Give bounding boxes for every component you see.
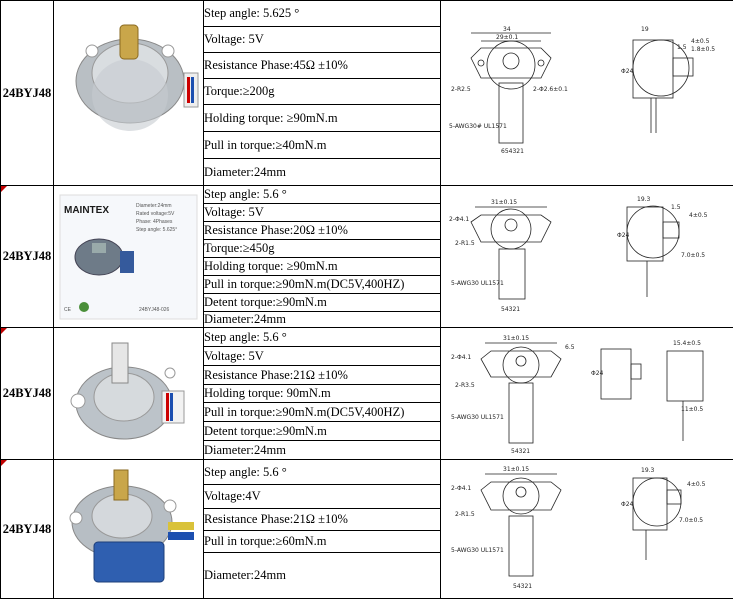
dim-radius: 2-R1.5 [455,511,475,518]
spec-voltage: Voltage:4V [204,485,441,508]
dim-hole-dia: 2-Φ4.1 [451,485,471,492]
dim-shaft: 4±0.5 [691,38,710,45]
spec-diameter: Diameter:24mm [204,553,441,599]
spec-voltage: Voltage: 5V [204,27,441,53]
spec-diameter: Diameter:24mm [204,312,441,328]
dim-radius: 2-R1.5 [455,240,475,247]
drawing-3 [441,328,733,460]
spec-detent-torque: Detent torque:≥90mN.m [204,294,441,312]
model-label: 24BYJ48 [3,522,52,536]
dim-offset: 6.5 [565,344,575,351]
dim-hole-dia: 2-Φ4.1 [451,354,471,361]
spec-voltage: Voltage: 5V [204,347,441,366]
model-cell [1,328,54,460]
drawing-4 [441,460,733,599]
spec-resistance: Resistance Phase:45Ω ±10% [204,53,441,79]
dim-length: 7.0±0.5 [681,252,705,259]
dim-wire: 5-AWG30 UL1571 [451,414,504,421]
dim-hole-spacing: 31±0.15 [503,466,529,473]
dim-pins: 54321 [513,583,532,590]
spec-pull-in-torque: Pull in torque:≥60mN.m [204,531,441,553]
photo-line: Step angle: 5.625° [136,227,177,233]
dim-shaft: 15.4±0.5 [673,340,701,347]
technical-drawing-4 [441,460,733,598]
dim-flange-tol: 1.8±0.5 [691,46,715,53]
spec-step-angle: Step angle: 5.6 ° [204,460,441,485]
spec-resistance: Resistance Phase:21Ω ±10% [204,366,441,385]
dim-pins: 654321 [501,148,524,155]
model-cell [1,460,54,599]
dim-wire: 5-AWG30 UL1571 [451,280,504,287]
spec-pull-in-torque: Pull in torque:≥90mN.m(DC5V,400HZ) [204,276,441,294]
technical-drawing-3 [441,329,733,459]
spec-step-angle: Step angle: 5.625 ° [204,1,441,27]
spec-voltage: Voltage: 5V [204,204,441,222]
dim-pins: 54321 [511,448,530,455]
dim-hole-dia: 2-Φ4.1 [449,216,469,223]
technical-drawing-2 [441,187,733,327]
spec-holding-torque: Holding torque: 90mN.m [204,385,441,403]
model-cell [1,1,54,186]
motor-photo-4 [54,460,204,599]
dim-hole-spacing: 29±0.1 [496,34,518,41]
dim-depth: 19.3 [637,196,651,203]
dim-wire: 5-AWG30# UL1571 [449,123,507,130]
dim-radius: 2-R2.5 [451,86,471,93]
ce-mark: CE [64,307,72,313]
photo-line: Rated voltage:5V [136,211,175,217]
dim-width: 34 [503,26,511,33]
photo-line: Phase: 4Phases [136,219,173,225]
spec-resistance: Resistance Phase:20Ω ±10% [204,222,441,240]
spec-resistance: Resistance Phase:21Ω ±10% [204,508,441,530]
dim-hole-dia: 2-Φ2.6±0.1 [533,86,568,93]
motor-photo-1 [54,1,204,186]
dim-wire: 5-AWG30 UL1571 [451,547,504,554]
dim-diameter: Φ24 [617,232,630,239]
dim-shaft: 4±0.5 [689,212,708,219]
motor-image-1 [54,3,203,183]
dim-pins: 54321 [501,306,520,313]
part-number: 24BYJ48-026 [139,307,170,313]
technical-drawing-1 [441,3,733,183]
model-label: 24BYJ48 [3,249,52,263]
dim-depth: 19.3 [641,467,655,474]
spec-diameter: Diameter:24mm [204,441,441,460]
spec-detent-torque: Detent torque:≥90mN.m [204,422,441,441]
spec-diameter: Diameter:24mm [204,159,441,186]
dim-flange: 1.5 [677,44,687,51]
dim-diameter: Φ24 [591,370,604,377]
drawing-1 [441,1,733,186]
motor-image-3 [54,329,203,459]
drawing-2 [441,186,733,328]
spec-holding-torque: Holding torque: ≥90mN.m [204,105,441,132]
dim-diameter: Φ24 [621,501,634,508]
spec-holding-torque: Holding torque: ≥90mN.m [204,258,441,276]
motor-image-2 [54,187,203,327]
brand-logo: MAINTEX [64,205,109,216]
motor-photo-3 [54,328,204,460]
dim-depth: 19 [641,26,649,33]
dim-hole-spacing: 31±0.15 [503,335,529,342]
spec-step-angle: Step angle: 5.6 ° [204,186,441,204]
spec-pull-in-torque: Pull in torque:≥40mN.m [204,132,441,159]
spec-torque: Torque:≥200g [204,79,441,105]
dim-radius: 2-R3.5 [455,382,475,389]
motor-photo-2 [54,186,204,328]
dim-flange: 1.5 [671,204,681,211]
photo-line: Diameter:24mm [136,203,172,209]
dim-length: 7.0±0.5 [679,517,703,524]
dim-diameter: Φ24 [621,68,634,75]
model-label: 24BYJ48 [3,386,52,400]
dim-shaft: 4±0.5 [687,481,706,488]
motor-image-4 [54,460,203,598]
spec-step-angle: Step angle: 5.6 ° [204,328,441,347]
spec-pull-in-torque: Pull in torque:≥90mN.m(DC5V,400HZ) [204,403,441,422]
spec-torque: Torque:≥450g [204,240,441,258]
model-label: 24BYJ48 [3,86,52,100]
model-cell [1,186,54,328]
dim-hole-spacing: 31±0.15 [491,199,517,206]
dim-length: 11±0.5 [681,406,703,413]
